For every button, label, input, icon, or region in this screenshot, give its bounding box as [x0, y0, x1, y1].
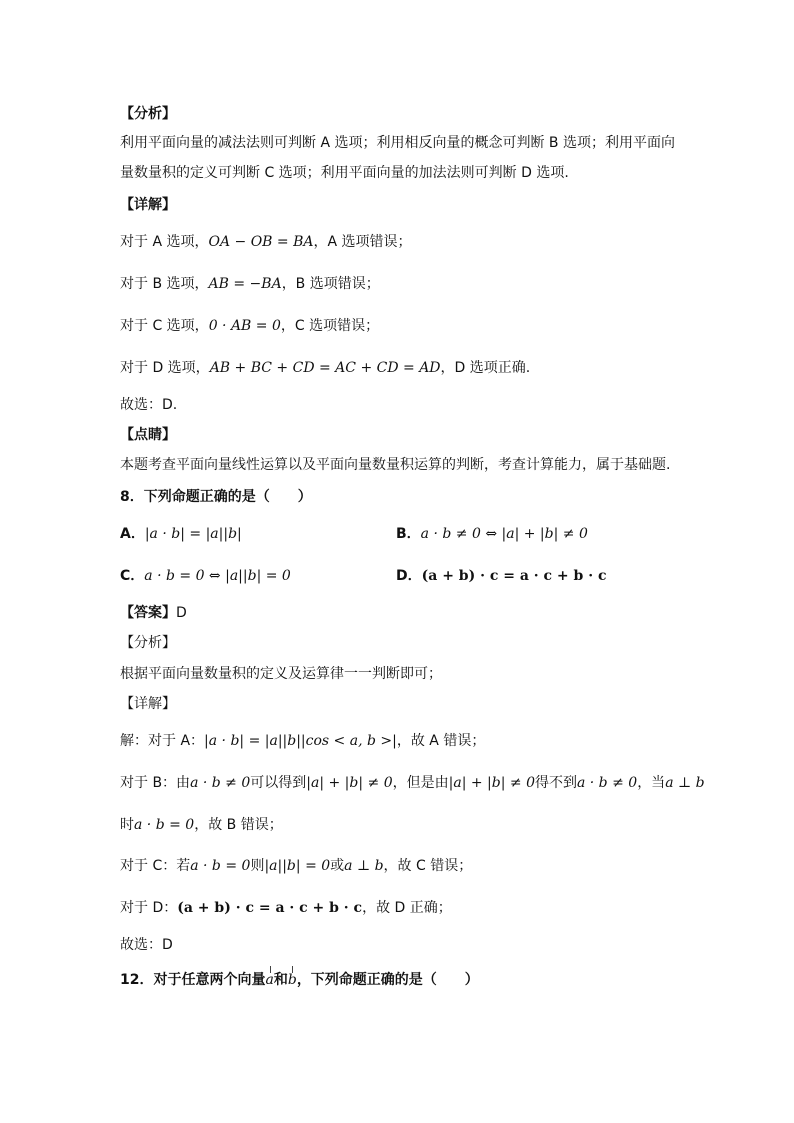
option-a	[120, 524, 242, 544]
option-d-label: D．	[396, 568, 422, 584]
detail2-a-suffix: ，故 A 错误；	[396, 733, 486, 749]
detail2-c-mid1: 则	[250, 858, 265, 874]
option-d-formula: (a + b) · c = a · c + b · c	[421, 568, 607, 584]
detail2-choose: 故选：D	[120, 937, 173, 953]
detail2-b1-mid3: 得不到	[534, 775, 577, 791]
detail2-b1-mid2: ，但是由	[392, 775, 449, 791]
detail2-c-formula1: a · b = 0	[190, 858, 251, 874]
detail2-b1-formula3: |a| + |b| ≠ 0	[448, 775, 535, 791]
detail2-b1-prefix: 对于 B：由	[120, 775, 191, 791]
comment-text: 本题考查平面向量线性运算以及平面向量数量积运算的判断，考查计算能力，属于基础题.	[120, 457, 671, 473]
q12-title-suffix: ，下列命题正确的是（ ）	[296, 972, 479, 988]
detail-b-prefix: 对于 B 选项，	[120, 276, 209, 292]
detail2-c-mid2: 或	[330, 858, 345, 874]
detail2-b2-suffix: ，故 B 错误；	[194, 817, 283, 833]
q12-title-prefix: 12．对于任意两个向量	[120, 972, 266, 988]
detail2-option-a	[120, 731, 485, 751]
detail2-c-prefix: 对于 C：若	[120, 858, 191, 874]
option-c-label: C．	[120, 568, 145, 584]
detail2-c-formula2: |a||b| = 0	[264, 858, 331, 874]
detail2-a-formula: |a · b| = |a||b||cos < a, b >|	[204, 733, 397, 749]
detail2-b1-formula2: |a| + |b| ≠ 0	[306, 775, 393, 791]
detail-choose: 故选：D.	[120, 397, 178, 413]
detail-a-prefix: 对于 A 选项，	[120, 234, 209, 250]
detail2-heading: 【详解】	[120, 696, 176, 712]
detail-option-c	[120, 316, 379, 336]
answer-heading: 【答案】	[120, 605, 176, 621]
detail2-b1-formula4: a · b ≠ 0	[576, 775, 638, 791]
detail2-option-c	[120, 856, 472, 876]
detail-c-formula: 0 · AB = 0	[208, 318, 281, 334]
detail2-c-formula3: a ⊥ b	[344, 858, 384, 874]
detail2-b1-mid1: 可以得到	[250, 775, 307, 791]
analysis-heading: 【分析】	[120, 106, 176, 122]
answer-line	[120, 603, 187, 623]
question-8-options-row2	[0, 566, 794, 586]
detail-c-suffix: ，C 选项错误；	[280, 318, 380, 334]
detail2-option-d	[120, 898, 452, 918]
detail-d-suffix: ，D 选项正确.	[440, 360, 531, 376]
option-d	[396, 566, 606, 586]
detail-option-d	[120, 358, 530, 378]
q12-title-mid: 和	[273, 972, 288, 988]
option-c-formula: a · b = 0 ⇔ |a||b| = 0	[144, 568, 291, 584]
option-c	[120, 566, 291, 586]
q12-vector-b: b	[287, 972, 297, 988]
detail2-option-b-line1	[120, 773, 705, 793]
detail2-d-prefix: 对于 D：	[120, 900, 178, 916]
detail-b-formula: AB = −BA	[208, 276, 282, 292]
detail2-b1-formula5: a ⊥ b	[665, 775, 705, 791]
q12-vector-a: a	[265, 972, 274, 988]
detail-d-prefix: 对于 D 选项，	[120, 360, 210, 376]
detail-d-formula: AB + BC + CD = AC + CD = AD	[209, 360, 441, 376]
detail-b-suffix: ，B 选项错误；	[281, 276, 380, 292]
detail2-d-formula: (a + b) · c = a · c + b · c	[177, 900, 363, 916]
analysis2-heading: 【分析】	[120, 635, 176, 651]
analysis2-text: 根据平面向量数量积的定义及运算律一一判断即可；	[120, 666, 442, 682]
analysis-text-line2: 量数量积的定义可判断 C 选项；利用平面向量的加法法则可判断 D 选项.	[120, 165, 569, 181]
question-8-options-row1	[0, 524, 794, 544]
detail2-option-b-line2	[120, 815, 283, 835]
analysis-text-line1: 利用平面向量的减法法则可判断 A 选项；利用相反向量的概念可判断 B 选项；利用平面向	[120, 135, 675, 151]
option-a-label: A．	[120, 526, 145, 542]
question-8-title: 8．下列命题正确的是（ ）	[120, 489, 312, 505]
detail-c-prefix: 对于 C 选项，	[120, 318, 209, 334]
option-b	[396, 524, 588, 544]
detail-a-suffix: ，A 选项错误；	[313, 234, 412, 250]
answer-value: D	[176, 605, 187, 621]
option-b-label: B．	[396, 526, 421, 542]
detail-heading: 【详解】	[120, 197, 176, 213]
detail-option-b	[120, 274, 380, 294]
option-a-formula: |a · b| = |a||b|	[144, 526, 242, 542]
detail2-c-suffix: ，故 C 错误；	[383, 858, 473, 874]
option-b-formula: a · b ≠ 0 ⇔ |a| + |b| ≠ 0	[420, 526, 588, 542]
detail-option-a	[120, 232, 412, 252]
detail2-a-prefix: 解：对于 A：	[120, 733, 205, 749]
detail2-d-suffix: ，故 D 正确；	[362, 900, 452, 916]
detail2-b2-prefix: 时	[120, 817, 134, 833]
detail-a-formula: OA − OB = BA	[208, 234, 314, 250]
detail2-b1-mid4: ，当	[637, 775, 666, 791]
detail2-b1-formula1: a · b ≠ 0	[190, 775, 251, 791]
comment-heading: 【点睛】	[120, 427, 176, 443]
question-12-title	[120, 970, 479, 990]
detail2-b2-formula: a · b = 0	[134, 817, 195, 833]
